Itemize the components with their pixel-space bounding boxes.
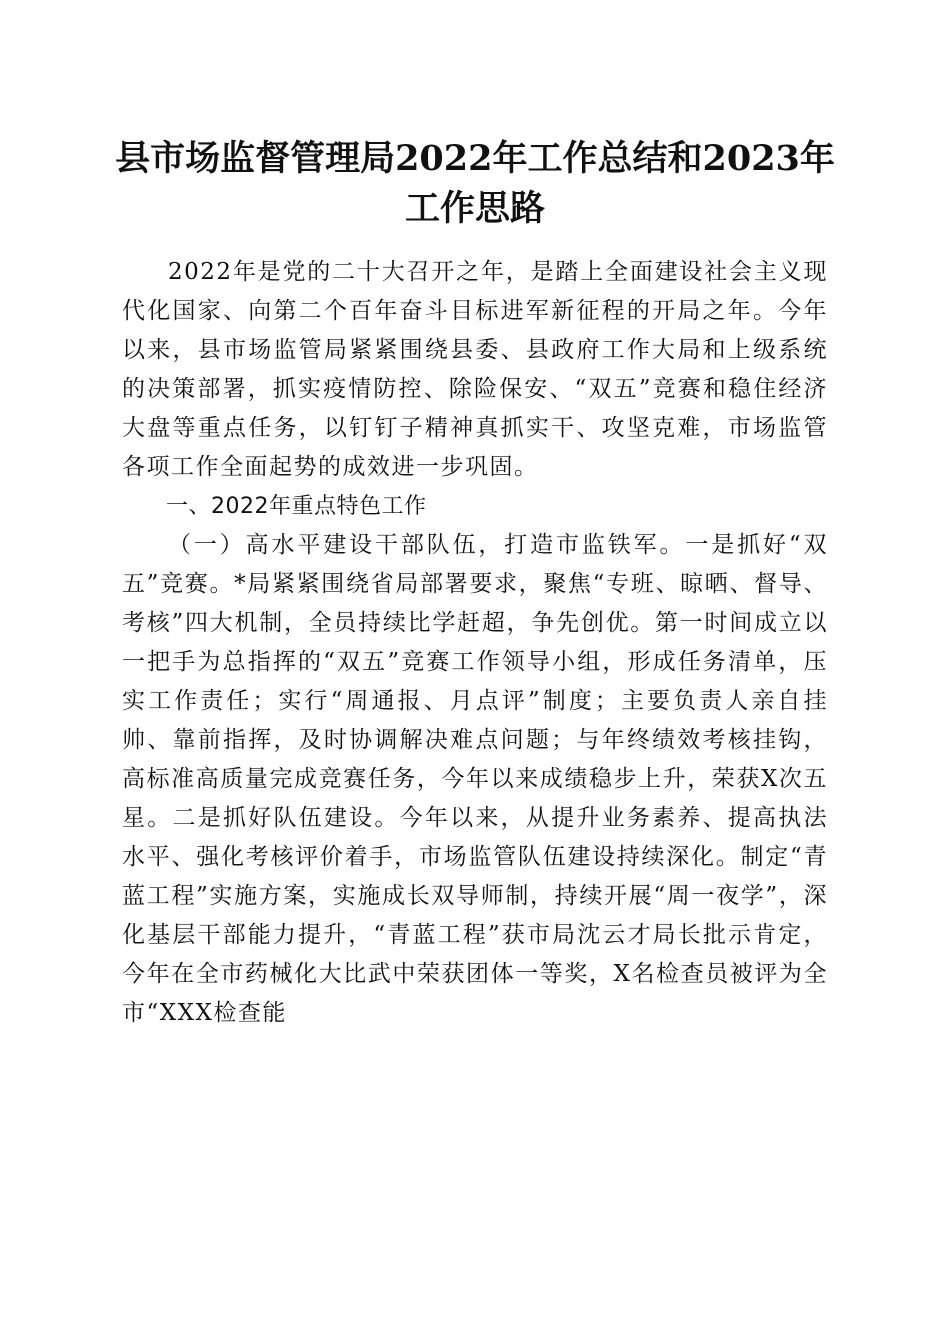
section-paragraph: （一）高水平建设干部队伍，打造市监铁军。一是抓好“双五”竞赛。*局紧紧围绕省局部署要求，聚焦“专班、晾晒、督导、考核”四大机制，全员持续比学赶超，争先创优。第一时间成立以一把手为总指挥的“双五”竞赛工作领导小组，形成任务清单，压实工作责任；实行“周通报、月点评”制度；主要负责人亲自挂帅、靠前指挥，及时协调解决难点问题；与年终绩效考核挂钩，高标准高质量完成竞赛任务，今年以来成绩稳步上升，荣获X次五星。二是抓好队伍建设。今年以来，从提升业务素养、提高执法水平、强化考核评价着手，市场监管队伍建设持续深化。制定“青蓝工程”实施方案，实施成长双导师制，持续开展“周一夜学”，深化基层干部能力提升，“青蓝工程”获市局沈云才局长批示肯定，今年在全市药械化大比武中荣获团体一等奖，X名检查员被评为全市“XXX检查能 xyxy=(122,532,828,1026)
intro-paragraph: 2022年是党的二十大召开之年，是踏上全面建设社会主义现代化国家、向第二个百年奋斗目标进军新征程的开局之年。今年以来，县市场监管局紧紧围绕县委、县政府工作大局和上级系统的决策部署，抓实疫情防控、除险保安、“双五”竞赛和稳住经济大盘等重点任务，以钉钉子精神真抓实干、攻坚克难，市场监管各项工作全面起势的成效进一步巩固。 xyxy=(122,259,828,480)
document-body xyxy=(122,253,828,1033)
document-title: 县市场监督管理局2022年工作总结和2023年工作思路 xyxy=(115,138,835,229)
section-heading: 一、2022年重点特色工作 xyxy=(166,494,427,519)
